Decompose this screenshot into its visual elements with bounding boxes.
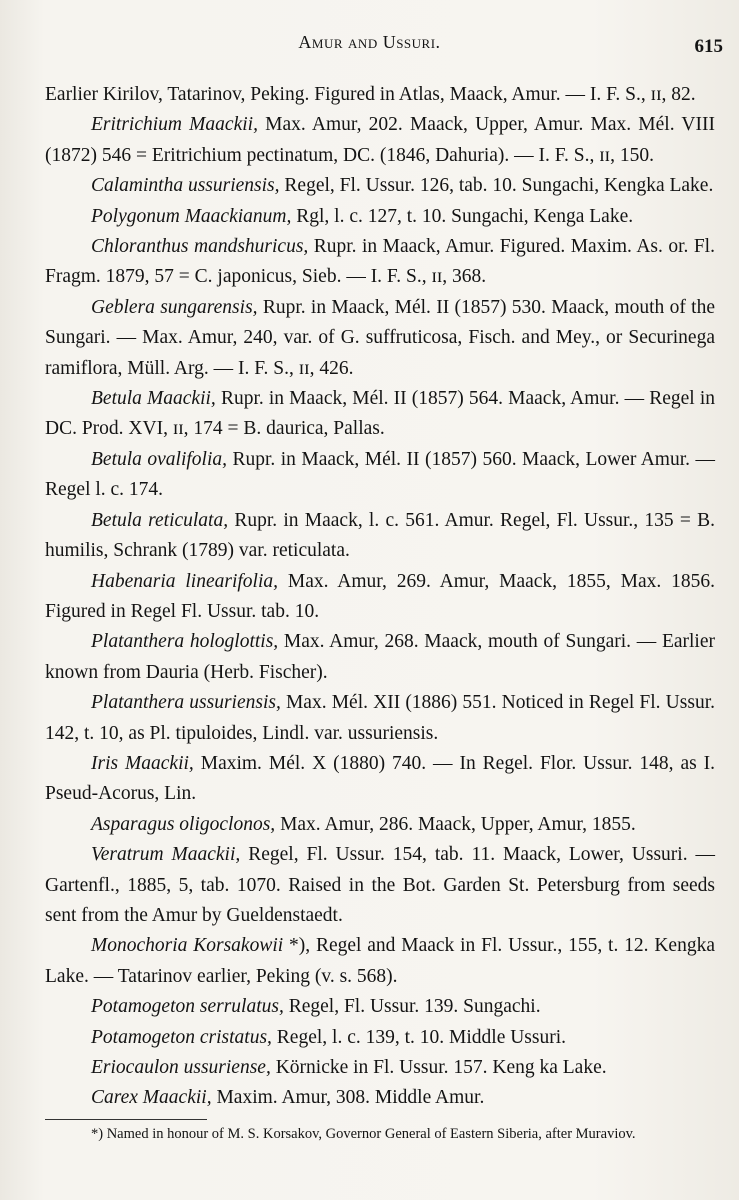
taxon-name: Calamintha ussuriensis, (91, 175, 280, 197)
entry-iris-maackii (45, 749, 715, 810)
entry-monochoria-korsakowii (45, 931, 715, 992)
entry-veratrum-maackii (45, 840, 715, 931)
footnote-divider (45, 1119, 207, 1120)
taxon-name: Betula ovalifolia, (91, 448, 227, 470)
page-header (0, 30, 739, 60)
taxon-name: Iris Maackii, (91, 752, 194, 774)
taxon-name: Polygonum Maackianum, (91, 205, 292, 227)
entry-text: Maxim. Amur, 308. Middle Amur. (211, 1087, 485, 1109)
entry-platanthera-ussuriensis (45, 688, 715, 749)
entry-text: Rupr. in Maack, Mél. II (1857) 560. Maack, Lower Amur. — Regel l. c. 174. (45, 448, 715, 501)
entry-geblera-sungarensis (45, 293, 715, 384)
entry-text: Regel, Fl. Ussur. 139. Sungachi. (283, 996, 541, 1018)
entry-text: Rgl, l. c. 127, t. 10. Sungachi, Kenga Lake. (291, 205, 634, 227)
entry-polygonum-maackianum (45, 202, 715, 232)
taxon-name: Potamogeton serrulatus, (91, 996, 284, 1018)
entry-calamintha-ussuriensis (45, 171, 715, 201)
taxon-name: Platanthera hologlottis, (91, 631, 279, 653)
taxon-name: Eriocaulon ussuriense, (91, 1057, 271, 1078)
entry-betula-maackii (45, 384, 715, 445)
entry-text: Regel, Fl. Ussur. 126, tab. 10. Sungachi, Kengka Lake. (279, 175, 714, 197)
entry-text: Regel, l. c. 139, t. 10. Middle Ussuri. (271, 1026, 567, 1048)
entry-habenaria-linearifolia (45, 567, 715, 628)
entry-eriocaulon-ussuriense (45, 1053, 715, 1083)
entry-carex-maackii (45, 1083, 715, 1113)
entry-continuation (45, 80, 715, 110)
entry-text: *), Regel and Maack in Fl. Ussur., 155, t. 12. Kengka Lake. — Tatarinov earlier, Peking (v. s. 568). (45, 935, 715, 987)
body-text (45, 80, 715, 1114)
entry-chloranthus-mandshuricus (45, 232, 715, 293)
taxon-name: Monochoria Korsakowii (91, 935, 284, 957)
taxon-name: Habenaria linearifolia, (91, 570, 278, 592)
entry-text: Regel, Fl. Ussur. 154, tab. 11. Maack, Lower, Ussuri. — Gartenfl., 1885, 5, tab. 1070. Raised in the Bot. Garden St. Petersburg from seeds sent from the Amur by Gueldenstaedt. (45, 844, 715, 926)
entry-text: Maxim. Mél. X (1880) 740. — In Regel. Flor. Ussur. 148, as I. Pseud-Acorus, Lin. (45, 752, 716, 805)
taxon-name: Eritrichium Maackii, (91, 114, 258, 136)
entry-text: Max. Amur, 202. Maack, Upper, Amur. Max. Mél. VIII (1872) 546 = Eritrichium pectinatum, DC. (1846, Dahuria). — I. F. S., ɪɪ, 150. (45, 114, 715, 166)
entry-betula-ovalifolia (45, 445, 715, 506)
entry-text: Max. Amur, 286. Maack, Upper, Amur, 1855. (275, 813, 636, 835)
entry-text: Max. Mél. XII (1886) 551. Noticed in Regel Fl. Ussur. 142, t. 10, as Pl. tipuloides, Lindl. var. ussuriensis. (45, 692, 715, 744)
taxon-name: Veratrum Maackii, (91, 844, 241, 866)
entry-potamogeton-cristatus (45, 1023, 715, 1053)
entry-potamogeton-serrulatus (45, 992, 715, 1022)
entry-text: Earlier Kirilov, Tatarinov, Peking. Figured in Atlas, Maack, Amur. — I. F. S., ɪɪ, 82. (45, 84, 696, 105)
taxon-name: Platanthera ussuriensis, (91, 692, 281, 714)
entry-text: Rupr. in Maack, Mél. II (1857) 564. Maack, Amur. — Regel in DC. Prod. XVI, ɪɪ, 174 = B. daurica, Pallas. (45, 388, 715, 440)
entry-betula-reticulata (45, 506, 715, 567)
entry-platanthera-hologlottis (45, 627, 715, 688)
taxon-name: Chloranthus mandshuricus, (91, 236, 309, 258)
page-number: 615 (694, 36, 723, 57)
entry-text: Rupr. in Maack, l. c. 561. Amur. Regel, Fl. Ussur., 135 = B. humilis, Schrank (1789) var. reticulata. (45, 509, 715, 562)
taxon-name: Asparagus oligoclonos, (91, 813, 276, 835)
entry-asparagus-oligoclonos (45, 810, 715, 840)
entry-text: Max. Amur, 268. Maack, mouth of Sungari. — Earlier known from Dauria (Herb. Fischer). (45, 631, 715, 683)
entry-eritrichium-maackii (45, 110, 715, 171)
running-head: Amur and Ussuri. (298, 32, 441, 52)
taxon-name: Carex Maackii, (91, 1087, 212, 1109)
entry-text: Rupr. in Maack, Mél. II (1857) 530. Maack, mouth of the Sungari. — Max. Amur, 240, var. of G. suffruticosa, Fisch. and Mey., or Securinega ramiflora, Müll. Arg. — I. F. S., ɪɪ, 426. (45, 296, 715, 379)
taxon-name: Potamogeton cristatus, (91, 1026, 272, 1048)
taxon-name: Betula reticulata, (91, 509, 229, 531)
entry-text: Körnicke in Fl. Ussur. 157. Keng ka Lake. (270, 1057, 607, 1078)
taxon-name: Geblera sungarensis, (91, 296, 258, 318)
taxon-name: Betula Maackii, (91, 388, 216, 410)
footnote: *) Named in honour of M. S. Korsakov, Governor General of Eastern Siberia, after Muraviov. (91, 1126, 636, 1142)
entry-text: Rupr. in Maack, Amur. Figured. Maxim. As. or. Fl. Fragm. 1879, 57 = C. japonicus, Sieb. — I. F. S., ɪɪ, 368. (45, 236, 715, 288)
entry-text: Max. Amur, 269. Amur, Maack, 1855, Max. 1856. Figured in Regel Fl. Ussur. tab. 10. (45, 570, 715, 622)
